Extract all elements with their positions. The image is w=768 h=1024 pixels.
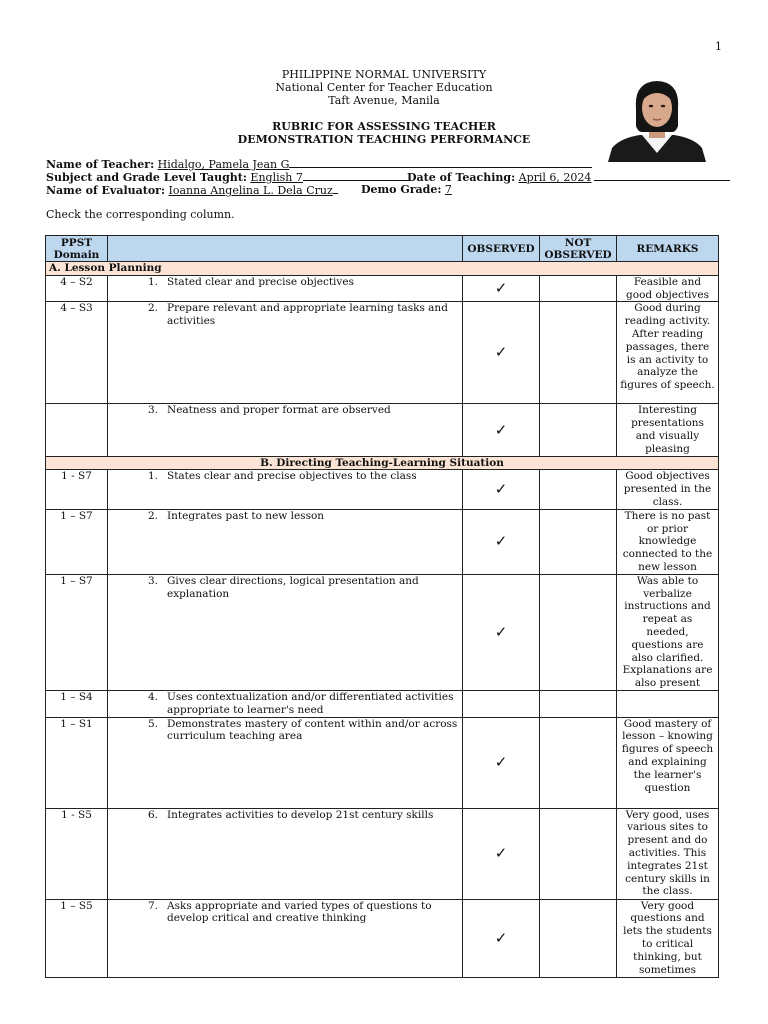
- teacher-name: Hidalgo, Pamela Jean G: [157, 158, 290, 171]
- table-row: [46, 808, 719, 899]
- university-name: PHILIPPINE NORMAL UNIVERSITY: [281, 68, 487, 81]
- table-row: [46, 404, 719, 456]
- observed-cell: [463, 302, 540, 404]
- section-row: [46, 262, 719, 276]
- criterion-cell: [108, 574, 463, 690]
- teacher-photo: [606, 78, 708, 162]
- criterion-cell: [108, 690, 463, 717]
- not-observed-cell: [540, 302, 617, 404]
- not-observed-cell: [540, 275, 617, 302]
- not-observed-cell: [540, 808, 617, 899]
- check-mark-icon: ✓: [494, 420, 508, 439]
- remarks-cell: There is no past or prior knowledge connected to the new lesson: [617, 509, 719, 574]
- criterion-text: Stated clear and precise objectives: [167, 275, 354, 288]
- ppst-domain-cell: 1 – S4: [46, 690, 108, 717]
- observed-cell: [463, 899, 540, 977]
- check-mark-icon: ✓: [494, 844, 508, 863]
- table-row: [46, 899, 719, 977]
- grade-value: 7: [444, 183, 452, 196]
- criterion-text: Integrates past to new lesson: [167, 509, 325, 522]
- criterion-number: 4.: [147, 690, 158, 703]
- evaluator-underline: [333, 183, 338, 194]
- check-mark-icon: ✓: [494, 279, 508, 298]
- not-observed-cell: [540, 899, 617, 977]
- subject-row: [46, 170, 726, 183]
- ppst-domain-cell: 1 – S7: [46, 509, 108, 574]
- ppst-domain-cell: 1 - S5: [46, 808, 108, 899]
- observed-cell: [463, 470, 540, 509]
- observed-cell: [463, 808, 540, 899]
- not-observed-cell: [540, 574, 617, 690]
- check-mark-icon: ✓: [494, 480, 508, 499]
- criterion-number: 2.: [147, 509, 158, 522]
- criterion-text: Prepare relevant and appropriate learning tasks and activities: [167, 302, 448, 328]
- not-observed-cell: [540, 717, 617, 808]
- grade-label: Demo Grade:: [361, 183, 442, 196]
- table-row: [46, 302, 719, 404]
- check-mark-icon: ✓: [494, 343, 508, 362]
- rubric-table: [45, 235, 719, 978]
- remarks-cell: Good mastery of lesson – knowing figures of speech and explaining the learner's question: [617, 717, 719, 808]
- ppst-domain-cell: 4 – S2: [46, 275, 108, 302]
- ppst-domain-cell: 1 – S7: [46, 574, 108, 690]
- section-row: [46, 456, 719, 470]
- criterion-number: 1.: [147, 275, 158, 288]
- observed-header: OBSERVED: [463, 236, 540, 262]
- subject-value: English 7: [250, 171, 303, 184]
- domain-header: PPST Domain: [46, 236, 108, 262]
- remarks-cell: Interesting presentations and visually pleasing: [617, 404, 719, 456]
- table-row: [46, 574, 719, 690]
- evaluator-label: Name of Evaluator:: [46, 184, 166, 197]
- remarks-cell: Good objectives presented in the class.: [617, 470, 719, 509]
- not-observed-header: NOT OBSERVED: [540, 236, 617, 262]
- criterion-cell: [108, 275, 463, 302]
- criterion-number: 1.: [147, 470, 158, 483]
- ppst-domain-cell: 1 - S7: [46, 470, 108, 509]
- criterion-number: 5.: [147, 717, 158, 730]
- ppst-domain-cell: [46, 404, 108, 456]
- subject-label: Subject and Grade Level Taught:: [46, 171, 247, 184]
- criterion-text: Asks appropriate and varied types of questions to develop critical and creative thinking: [167, 899, 432, 925]
- ppst-domain-cell: 4 – S3: [46, 302, 108, 404]
- observed-cell: [463, 404, 540, 456]
- section-title: B. Directing Teaching-Learning Situation: [46, 456, 719, 470]
- criterion-text: Demonstrates mastery of content within and/or across curriculum teaching area: [167, 717, 458, 743]
- table-row: [46, 275, 719, 302]
- evaluator-row: [46, 183, 726, 196]
- criterion-cell: [108, 808, 463, 899]
- remarks-cell: Very good questions and lets the students to critical thinking, but sometimes: [617, 899, 719, 977]
- not-observed-cell: [540, 470, 617, 509]
- criterion-number: 3.: [147, 404, 158, 417]
- criterion-text: Uses contextualization and/or differentiated activities appropriate to learner's need: [167, 690, 454, 716]
- table-row: [46, 690, 719, 717]
- section-title: A. Lesson Planning: [46, 262, 719, 276]
- remarks-header: REMARKS: [617, 236, 719, 262]
- observed-cell: [463, 717, 540, 808]
- document-title-line1: RUBRIC FOR ASSESSING TEACHER: [272, 120, 496, 133]
- check-mark-icon: ✓: [494, 532, 508, 551]
- table-header-row: [46, 236, 719, 262]
- criterion-cell: [108, 470, 463, 509]
- teacher-row: [46, 157, 726, 170]
- check-mark-icon: ✓: [494, 928, 508, 947]
- criterion-number: 3.: [147, 574, 158, 587]
- table-row: [46, 470, 719, 509]
- criterion-text: States clear and precise objectives to the class: [167, 470, 417, 483]
- date-label: Date of Teaching:: [407, 171, 516, 184]
- date-value: April 6, 2024: [518, 171, 592, 184]
- ppst-domain-cell: 1 – S1: [46, 717, 108, 808]
- criterion-text: Integrates activities to develop 21st century skills: [167, 808, 434, 821]
- criterion-cell: [108, 302, 463, 404]
- criterion-number: 6.: [147, 808, 158, 821]
- observed-cell: [463, 509, 540, 574]
- check-mark-icon: ✓: [494, 622, 508, 641]
- teacher-underline: [289, 157, 592, 168]
- table-row: [46, 509, 719, 574]
- criterion-text: Gives clear directions, logical presentation and explanation: [167, 574, 419, 600]
- criteria-header: [108, 236, 463, 262]
- document-title-line2: DEMONSTRATION TEACHING PERFORMANCE: [237, 133, 531, 146]
- remarks-cell: [617, 690, 719, 717]
- date-underline: [594, 170, 730, 181]
- criterion-number: 2.: [147, 302, 158, 315]
- not-observed-cell: [540, 690, 617, 717]
- criterion-cell: [108, 404, 463, 456]
- criterion-cell: [108, 899, 463, 977]
- check-mark-icon: ✓: [494, 753, 508, 772]
- teacher-label: Name of Teacher:: [46, 158, 155, 171]
- observed-cell: [463, 275, 540, 302]
- observed-cell: [463, 574, 540, 690]
- criterion-cell: [108, 717, 463, 808]
- subject-underline: [303, 170, 411, 181]
- evaluator-name: Ioanna Angelina L. Dela Cruz: [168, 184, 333, 197]
- teacher-info: [46, 157, 726, 196]
- not-observed-cell: [540, 404, 617, 456]
- criterion-cell: [108, 509, 463, 574]
- college-name: National Center for Teacher Education: [275, 81, 493, 94]
- observed-cell: [463, 690, 540, 717]
- instruction-text: Check the corresponding column.: [46, 208, 235, 221]
- criterion-text: Neatness and proper format are observed: [167, 404, 391, 417]
- remarks-cell: Good during reading activity. After reading passages, there is an activity to analyze the figures of speech.: [617, 302, 719, 404]
- remarks-cell: Very good, uses various sites to present and do activities. This integrates 21st century skills in the class.: [617, 808, 719, 899]
- address: Taft Avenue, Manila: [328, 94, 440, 107]
- page-number: 1: [715, 40, 722, 53]
- not-observed-cell: [540, 509, 617, 574]
- ppst-domain-cell: 1 – S5: [46, 899, 108, 977]
- table-row: [46, 717, 719, 808]
- criterion-number: 7.: [147, 899, 158, 912]
- remarks-cell: Was able to verbalize instructions and repeat as needed, questions are also clarified. Explanations are also present: [617, 574, 719, 690]
- remarks-cell: Feasible and good objectives: [617, 275, 719, 302]
